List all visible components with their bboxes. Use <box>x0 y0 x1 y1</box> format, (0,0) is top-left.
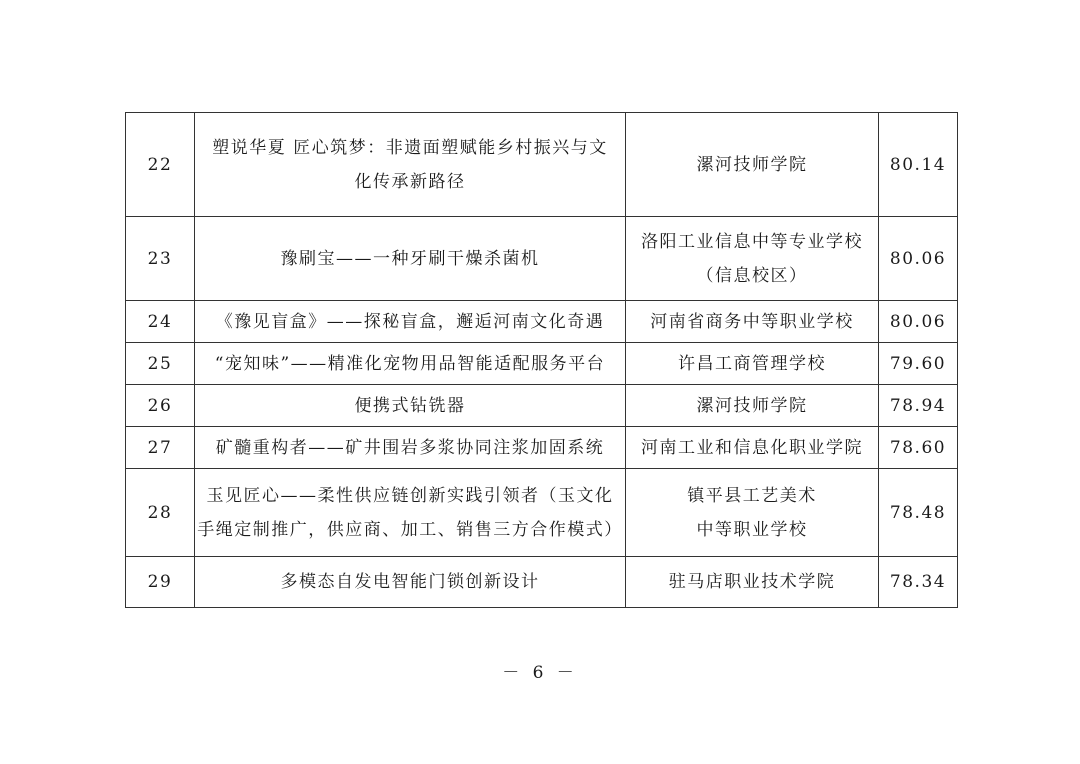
school-line: （信息校区） <box>696 265 808 286</box>
school-line: 河南工业和信息化职业学院 <box>641 437 863 458</box>
project-title-line: 手绳定制推广，供应商、加工、销售三方合作模式） <box>197 519 623 540</box>
rank-cell: 25 <box>126 343 195 385</box>
rank-cell: 27 <box>126 427 195 469</box>
rank-cell: 24 <box>126 301 195 343</box>
school-line: 河南省商务中等职业学校 <box>650 311 854 332</box>
school-cell <box>626 385 879 427</box>
school-line: 镇平县工艺美术 <box>687 485 817 506</box>
rank-cell: 26 <box>126 385 195 427</box>
rank-cell: 23 <box>126 217 195 301</box>
table-row <box>126 557 958 608</box>
score-cell: 78.48 <box>879 469 958 557</box>
score-cell: 80.06 <box>879 217 958 301</box>
project-title-cell <box>195 427 626 469</box>
score-cell: 78.94 <box>879 385 958 427</box>
project-title-line: 玉见匠心——柔性供应链创新实践引领者（玉文化 <box>206 485 614 506</box>
rank-cell: 22 <box>126 113 195 217</box>
project-title-line: “宠知味”——精准化宠物用品智能适配服务平台 <box>214 353 606 374</box>
project-title-cell <box>195 469 626 557</box>
project-title-cell <box>195 113 626 217</box>
school-line: 漯河技师学院 <box>696 395 808 416</box>
page-number: － 6 － <box>502 663 578 683</box>
table-row <box>126 385 958 427</box>
project-title-line: 塑说华夏 匠心筑梦：非遗面塑赋能乡村振兴与文 <box>212 137 608 158</box>
table-row <box>126 113 958 217</box>
school-cell <box>626 469 879 557</box>
school-cell <box>626 113 879 217</box>
project-title-cell <box>195 557 626 608</box>
score-cell: 79.60 <box>879 343 958 385</box>
project-title-line: 豫刷宝——一种牙刷干燥杀菌机 <box>280 248 540 269</box>
score-cell: 80.06 <box>879 301 958 343</box>
school-line: 驻马店职业技术学院 <box>668 572 836 592</box>
table-row <box>126 469 958 557</box>
score-cell: 80.14 <box>879 113 958 217</box>
table-row <box>126 343 958 385</box>
school-cell <box>626 427 879 469</box>
project-title-cell <box>195 343 626 385</box>
school-line: 许昌工商管理学校 <box>678 353 826 374</box>
school-cell <box>626 343 879 385</box>
project-title-line: 化传承新路径 <box>354 171 466 192</box>
results-table <box>125 112 958 608</box>
school-line: 中等职业学校 <box>696 519 808 540</box>
rank-cell: 29 <box>126 557 195 608</box>
table-row <box>126 217 958 301</box>
score-cell: 78.34 <box>879 557 958 608</box>
project-title-cell <box>195 301 626 343</box>
table-row <box>126 427 958 469</box>
project-title-cell <box>195 217 626 301</box>
school-line: 漯河技师学院 <box>696 154 808 175</box>
school-cell <box>626 301 879 343</box>
project-title-line: 《豫见盲盒》——探秘盲盒，邂逅河南文化奇遇 <box>215 311 605 332</box>
project-title-line: 矿髓重构者——矿井围岩多浆协同注浆加固系统 <box>215 437 605 458</box>
school-cell <box>626 217 879 301</box>
project-title-line: 多模态自发电智能门锁创新设计 <box>280 572 540 592</box>
table-row <box>126 301 958 343</box>
school-line: 洛阳工业信息中等专业学校 <box>641 231 863 252</box>
score-cell: 78.60 <box>879 427 958 469</box>
school-cell <box>626 557 879 608</box>
project-title-line: 便携式钻铣器 <box>354 395 466 416</box>
project-title-cell <box>195 385 626 427</box>
rank-cell: 28 <box>126 469 195 557</box>
